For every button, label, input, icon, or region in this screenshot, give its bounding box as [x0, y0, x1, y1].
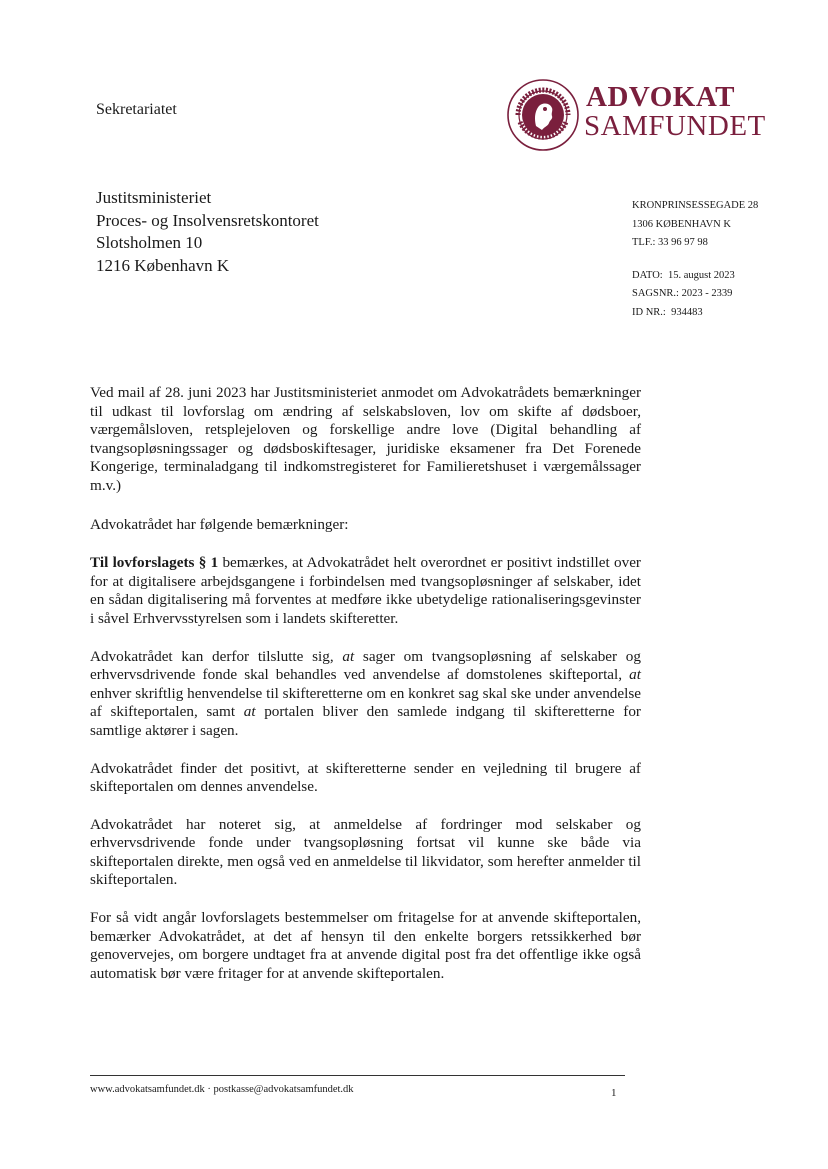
letter-body	[90, 384, 641, 1002]
brand-line2: SAMFUNDET	[584, 110, 766, 142]
date-label: DATO:	[632, 269, 663, 281]
department-label: Sekretariatet	[96, 101, 177, 118]
paragraph-support: Advokatrådet kan derfor tilslutte sig, at sager om tvangsopløsning af selskaber og erhvervsdrivende fonde skal behandles ved anvendelse af domstolenes skifteportal, at enhver skriftlig henvendelse til skifteretterne om en konkret sag skal ske under anvendelse af skifteportalen, samt at portalen bliver den samlede indgang til skifteretterne for samtlige aktører i sagen.	[90, 647, 641, 739]
id-row	[632, 304, 758, 323]
case-row	[632, 285, 758, 304]
sender-city: 1306 KØBENHAVN K	[632, 218, 731, 230]
date-row	[632, 267, 758, 286]
id-value: 934483	[671, 306, 703, 318]
paragraph-remarks-heading: Advokatrådet har følgende bemærkninger:	[90, 515, 349, 533]
footer-contact: www.advokatsamfundet.dk · postkasse@advokatsamfundet.dk	[90, 1084, 354, 1095]
seal-icon	[506, 78, 580, 152]
recipient-line: Proces- og Insolvensretskontoret	[96, 210, 319, 230]
recipient-address	[96, 187, 319, 277]
sender-phone: TLF.: 33 96 97 98	[632, 237, 708, 248]
page-number: 1	[611, 1087, 617, 1099]
sender-street: KRONPRINSESSEGADE 28	[632, 200, 759, 211]
sender-info	[632, 197, 758, 322]
paragraph-section-1: Til lovforslagets § 1 bemærkes, at Advokatrådet helt overordnet er positivt indstillet over for at digitalisere arbejdsgangene i forbindelsen med tvangsopløsninger af selskaber, idet en sådan digitalisering må forventes at medføre ikke ubetydelige rationaliseringsgevinster i såvel Erhvervsstyrelsen som i landets skifteretter.	[90, 554, 641, 627]
paragraph-exemption: For så vidt angår lovforslagets bestemmelser om fritagelse for at anvende skifteportalen, bemærker Advokatrådet, at det af hensyn til den enkelte borgers retssikkerhed bør genovervejes, om borgere undtaget fra at anvende digital post fra det offentlige ikke også automatisk bør være fritager for at anvende skifteportalen.	[90, 909, 641, 982]
paragraph-guidance: Advokatrådet finder det positivt, at skifteretterne sender en vejledning til brugere af skifteportalen om dennes anvendelse.	[90, 759, 641, 796]
case-label: SAGSNR.:	[632, 288, 679, 299]
paragraph-claims: Advokatrådet har noteret sig, at anmeldelse af fordringer mod selskaber og erhvervsdrivende fonde under tvangsopløsning fortsat vil kunne ske både via skifteportalen direkte, men også ved en anmeldelse til likvidator, som herefter anmelder til skifteportalen.	[90, 815, 641, 889]
id-label: ID NR.:	[632, 306, 666, 318]
paragraph-intro: Ved mail af 28. juni 2023 har Justitsministeriet anmodet om Advokatrådets bemærkninger til udkast til lovforslag om ændring af selskabsloven, lov om skifte af dødsboer, værgemålsloven, retsplejeloven og forskellige andre love (Digital behandling af tvangsopløsningssager og dødsboskiftesager, juridiske eksamener fra Det Forenede Kongerige, terminaladgang til indkomstregisteret for Familieretshuset i værgemålssager m.v.)	[90, 384, 641, 494]
recipient-line: Justitsministeriet	[96, 188, 212, 207]
recipient-line: 1216 København K	[96, 255, 230, 275]
footer-divider	[90, 1075, 625, 1076]
brand-line1: ADVOKAT	[586, 81, 735, 113]
date-value: 15. august 2023	[667, 269, 735, 281]
case-value: 2023 - 2339	[681, 288, 733, 299]
recipient-line: Slotsholmen 10	[96, 233, 203, 252]
advokatsamfundet-logo	[506, 78, 776, 150]
section-reference: Til lovforslagets § 1	[90, 554, 219, 572]
